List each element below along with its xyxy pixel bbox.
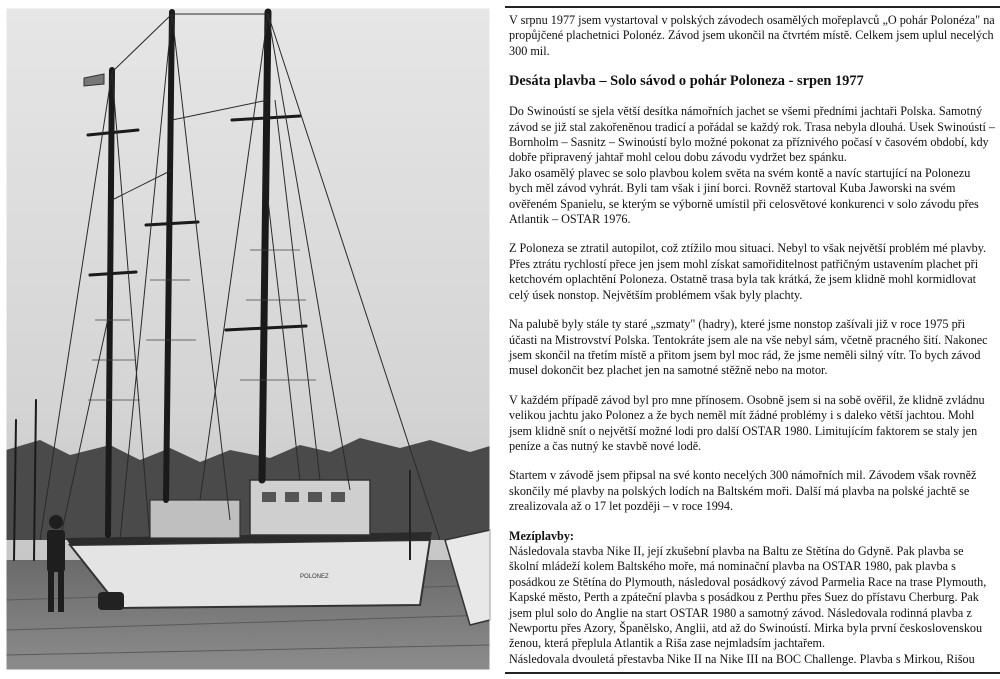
intro-paragraph: V srpnu 1977 jsem vystartoval v polských závodech osamělých mořeplavců „O pohár Polonéza" na propůjčené plachetnici Polonéz. Závod jsem ukončil na čtvrtém místě. Celkem jsem uplul necelých 300 mil. — [509, 13, 995, 58]
paragraph-1a: Do Swinoústí se sjela větší desítka námořních jachet se všemi předními jachtaři Polska. Samotný závod se již stal zakořeněnou tradicí a pořádal se každý rok. Trasa nebyla dlouhá. Usek Swinoústí – Bornholm – Sasnitz – Swinoústí bylo možné pokonat za příznivého počasí v časovém období, kdy dobře připravený jahtař mohl celou dobu závodu vydržet bez spánku. — [509, 104, 996, 165]
hull-lettering: POLONEZ — [300, 574, 329, 580]
paragraph-5: Startem v závodě jsem připsal na své konto necelých 300 námořních mil. Závodem však rovněž skončily mé plavby na polských lodích na Baltském moři. Další má plavba na polské jachtě se zrealizovala až o 17 let později – v roce 1994. — [509, 468, 977, 514]
bottom-rule — [505, 672, 1000, 674]
paragraph-6: Následovala stavba Nike II, její zkušební plavba na Baltu ze Stětína do Gdyně. Pak plavba se školní mládeží kolem Baltského moře, má nominační plavba na OSTAR 1980, pak plavba s posádkou ze Stětína do Plymouth, následoval posádkový závod Parmelia Race na trase Plymouth, Kapské město, Perth a zpáteční plavba s posádkou z Perthu přes Suez do přístavu Cherburg. Pak jsem plul solo do Anglie na start OSTAR 1980 a samotný závod. Následovala rodinná plavba z Newportu přes Azory, Španělsko, Anglii, atd až do Swinoústí. Mirka byla první československou ženou, která přeplula Atlantik a Riša zase nejmladsím jachtařem. — [509, 543, 987, 651]
paragraph-3: Na palubě byly stále ty staré „szmaty" (hadry), které jsme nonstop zašívali již v roce 1975 při účasti na Mistrovství Polska. Tentokráte jsem ale na vše nebyl sám, včetně pracného šití. Nakonec jsem skončil na třetím místě a přitom jsem byl moc rád, že jsme neměli silný vítr. To bych závod musel dokončit bez plachet jen na samotné stěžně nebo na motor. — [509, 317, 988, 378]
paragraph-1b: Jako osamělý plavec se solo plavbou kolem světa na svém kontě a navíc startující na Polonezu bych měl závod vyhrát. Byli tam však i jiní borci. Rovněž startoval Kuba Jaworski na svém ověřeném Spanielu, se kterým se výborně umístil při celosvětové konkurenci v solo závodu přes Atlantik – OSTAR 1976. — [509, 165, 979, 227]
paragraph-4: V každém případě závod byl pro mne přínosem. Osobně jsem si na sobě ověřil, že klidně zvládnu velikou jachtu jako Polonez a že bych neměl mít žádné problémy i s daleko větší jachtou. Mohl jsem klidně snít o největší možné lodi pro další OSTAR 1980. Limitujícím faktorem se staly jen peníze a čas nutný ke stavbě nové lodě. — [509, 392, 985, 453]
sailing-ship-photo — [0, 0, 494, 679]
top-rule — [505, 6, 1000, 8]
section-heading: Desáta plavba – Solo sávod o pohár Poloneza - srpen 1977 — [509, 73, 864, 90]
paragraph-7: Následovala dvouletá přestavba Nike II na Nike III na BOC Challenge. Plavba s Mirkou, Rišou — [509, 651, 975, 666]
article-column — [509, 13, 996, 667]
sub-heading: Mezíplavby: — [509, 528, 574, 543]
paragraph-2: Z Poloneza se ztratil autopilot, což ztížilo mou situaci. Nebyl to však největší problém mé plavby. Přes ztrátu rychlostí přece jen jsem mohl získat samořiditelnost patřičným ustavením plachet při ketchovém oplachtění Poloneza. Ostatně trasa byla tak krátká, že jsem klidně mohl kormidlovat celý úsek nonstop. Největším problémem však byly plachty. — [509, 241, 987, 302]
